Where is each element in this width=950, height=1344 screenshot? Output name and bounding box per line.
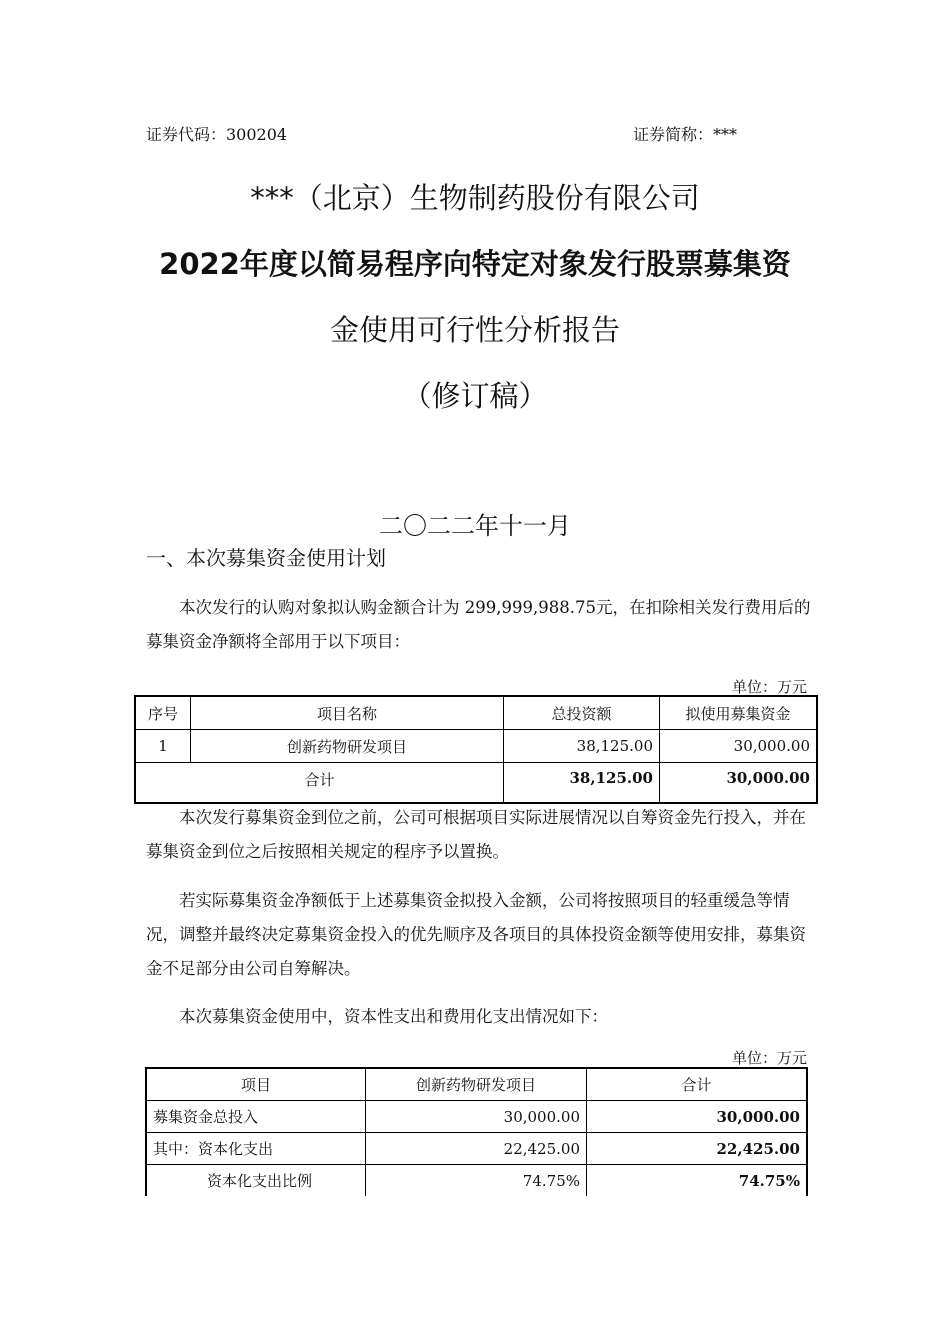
stock-abbreviation: 证券简称：*** [633, 125, 738, 144]
col-header-index: 序号 [135, 696, 191, 730]
col-header-total-investment: 总投资额 [504, 696, 660, 730]
cell-rd-project: 74.75% [366, 1165, 587, 1197]
report-date: 二〇二二年十一月 [379, 512, 571, 540]
project-investment-table [134, 695, 818, 804]
cell-item: 资本化支出比例 [146, 1165, 366, 1197]
cell-project-name: 创新药物研发项目 [191, 730, 504, 763]
col-header-total: 合计 [587, 1068, 808, 1101]
unit-label-1: 单位：万元 [731, 678, 807, 696]
table-header-row [135, 696, 817, 730]
paragraph-pre-funding: 本次发行募集资金到位之前，公司可根据项目实际进展情况以自筹资金先行投入，并在募集资金到位之后按照相关规定的程序予以置换。 [146, 808, 806, 861]
col-header-rd-project: 创新药物研发项目 [366, 1068, 587, 1101]
col-header-raised-funds: 拟使用募集资金 [660, 696, 818, 730]
paragraph-shortfall: 若实际募集资金净额低于上述募集资金拟投入金额，公司将按照项目的轻重缓急等情况，调整并最终决定募集资金投入的优先顺序及各项目的具体投资金额等使用安排，募集资金不足部分由公司自筹解决。 [146, 891, 806, 978]
table-header-row [146, 1068, 807, 1101]
cell-item: 募集资金总投入 [146, 1101, 366, 1133]
cell-total-investment: 38,125.00 [504, 730, 660, 763]
col-header-project-name: 项目名称 [191, 696, 504, 730]
cell-total-investment-sum: 38,125.00 [504, 763, 660, 803]
cell-raised-funds-sum: 30,000.00 [660, 763, 818, 803]
cell-rd-project: 30,000.00 [366, 1101, 587, 1133]
cell-total-label: 合计 [135, 763, 504, 803]
capital-expenditure-table [145, 1067, 808, 1196]
report-title-revision: （修订稿） [402, 379, 548, 413]
report-title-line-2: 金使用可行性分析报告 [329, 313, 620, 347]
unit-label-2: 单位：万元 [731, 1049, 807, 1067]
paragraph-expenditure: 本次募集资金使用中，资本性支出和费用化支出情况如下： [179, 1007, 608, 1026]
table-row [146, 1133, 807, 1165]
section-heading: 一、本次募集资金使用计划 [146, 546, 386, 570]
cell-index: 1 [135, 730, 191, 763]
col-header-item: 项目 [146, 1068, 366, 1101]
cell-total: 74.75% [587, 1165, 808, 1197]
cell-total: 22,425.00 [587, 1133, 808, 1165]
table-total-row [135, 763, 817, 803]
cell-rd-project: 22,425.00 [366, 1133, 587, 1165]
cell-raised-funds: 30,000.00 [660, 730, 818, 763]
cell-item: 其中：资本化支出 [146, 1133, 366, 1165]
stock-code: 证券代码：300204 [146, 125, 288, 144]
report-title-line-1: 2022年度以简易程序向特定对象发行股票募集资 [159, 247, 791, 281]
paragraph-subscription: 本次发行的认购对象拟认购金额合计为 299,999,988.75元，在扣除相关发行费用后的募集资金净额将全部用于以下项目： [146, 598, 811, 651]
table-row [146, 1101, 807, 1133]
company-title: ***（北京）生物制药股份有限公司 [250, 181, 700, 215]
table-row [135, 730, 817, 763]
cell-total: 30,000.00 [587, 1101, 808, 1133]
table-row [146, 1165, 807, 1197]
